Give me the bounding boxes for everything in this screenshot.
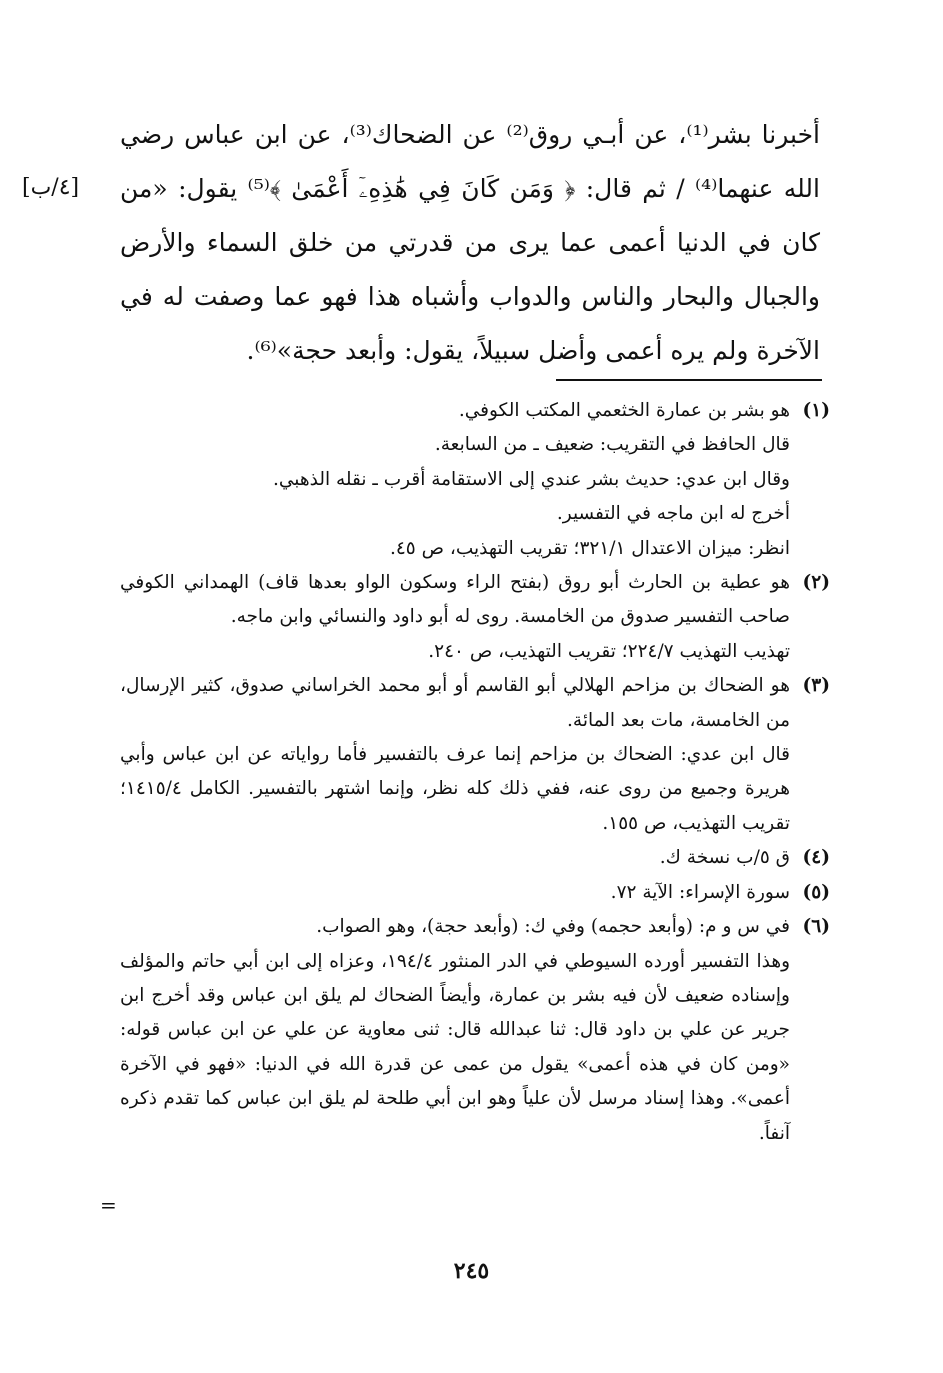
footnote <box>120 910 830 1151</box>
footnote-line: وهذا التفسير أورده السيوطي في الدر المنثور ١٩٤/٤، وعزاه إلى ابن أبي حاتم والمؤلف وإسناده ضعيف لأن فيه بشر بن عمارة، وأيضاً الضحاك لم يلق ابن عباس وقد أخرج ابن جرير عن علي بن داود قال: ثنا عبدالله قال: ثنى معاوية عن علي عن ابن عباس قوله: «ومن كان في هذه أعمى» يقول من عمى عن قدرة الله في الدنيا: «فهو في الآخرة أعمى». وهذا إسناد مرسل لأن علياً وهو ابن أبي طلحة لم يلق ابن عباس كما تقدم ذكره آنفاً. <box>120 950 791 1144</box>
footnote-number: (٥) <box>802 881 830 903</box>
footnote-divider <box>556 379 822 381</box>
footnote-body <box>120 841 790 875</box>
footnote-line: هو بشر بن عمارة الخثعمي المكتب الكوفي. <box>458 400 790 421</box>
footnote-line: ق ٥/ب نسخة ك. <box>659 847 790 869</box>
footnote <box>120 669 830 841</box>
footnote <box>120 841 830 875</box>
footnote-line: انظر: ميزان الاعتدال ٣٢١/١؛ تقريب التهذيب، ص ٤٥. <box>389 537 790 559</box>
footnote-body <box>120 566 790 669</box>
margin-folio-note: [٤/ب] <box>22 175 80 200</box>
footnote-line: أخرج له ابن ماجه في التفسير. <box>556 503 790 525</box>
footnotes <box>120 394 830 1151</box>
footnote-number: (٤) <box>802 847 830 869</box>
footnote-line: سورة الإسراء: الآية ٧٢. <box>610 881 790 903</box>
main-paragraph: أخبرنا بشر⁽¹⁾، عن أبـي روق⁽²⁾ عن الضحاك⁽³⁾، عن ابن عباس رضي الله عنهما⁽⁴⁾ / ثم قال: ﴿ وَمَن كَانَ فِي هَٰذِهِۦٓ أَعْمَىٰ ﴾⁽⁵⁾ يقول: «من كان في الدنيا أعمى عما يرى من قدرتي من خلق السماء والأرض والجبال والبحار والناس والدواب وأشباه هذا فهو عما وصفت له في الآخرة ولم يره أعمى وأضل سبيلاً، يقول: وأبعد حجة»⁽⁶⁾. <box>120 120 820 365</box>
main-text <box>120 108 820 378</box>
footnote-line: تهذيب التهذيب ٢٢٤/٧؛ تقريب التهذيب، ص ٢٤٠. <box>428 640 790 662</box>
footnote-body <box>120 669 790 841</box>
footnote-number: (١) <box>802 400 830 421</box>
footnote-line: هو عطية بن الحارث أبو روق (بفتح الراء وسكون الواو بعدها قاف) الهمداني الكوفي صاحب التفسير صدوق من الخامسة. روى له أبو داود والنسائي وابن ماجه. <box>120 572 790 628</box>
footnote <box>120 394 830 566</box>
footnote-body <box>120 910 790 1151</box>
footnote-body <box>120 394 790 566</box>
footnote-continues-mark: = <box>100 1193 117 1217</box>
footnote-line: قال ابن عدي: الضحاك بن مزاحم إنما عرف بالتفسير فأما رواياته عن ابن عباس وأبي هريرة وجميع من روى عنه، ففي ذلك كله نظر، وإنما اشتهر بالتفسير. الكامل ١٤١٥/٤؛ تقريب التهذيب، ص ١٥٥. <box>120 744 790 834</box>
footnote-line: وقال ابن عدي: حديث بشر عندي إلى الاستقامة أقرب ـ نقله الذهبي. <box>272 468 790 490</box>
footnote-body <box>120 876 790 910</box>
footnote-line: هو الضحاك بن مزاحم الهلالي أبو القاسم أو أبو محمد الخراساني صدوق، كثير الإرسال، من الخامسة، مات بعد المائة. <box>120 675 790 731</box>
footnote-line: قال الحافظ في التقريب: ضعيف ـ من السابعة. <box>434 434 790 456</box>
page-number: ٢٤٥ <box>453 1258 490 1284</box>
footnote-number: (٦) <box>802 916 830 938</box>
footnote-line: في س و م: (وأبعد حجمه) وفي ك: (وأبعد حجة)، وهو الصواب. <box>316 916 790 938</box>
footnote-number: (٣) <box>802 675 830 697</box>
footnote <box>120 566 830 669</box>
footnote <box>120 876 830 910</box>
footnote-number: (٢) <box>802 572 830 594</box>
